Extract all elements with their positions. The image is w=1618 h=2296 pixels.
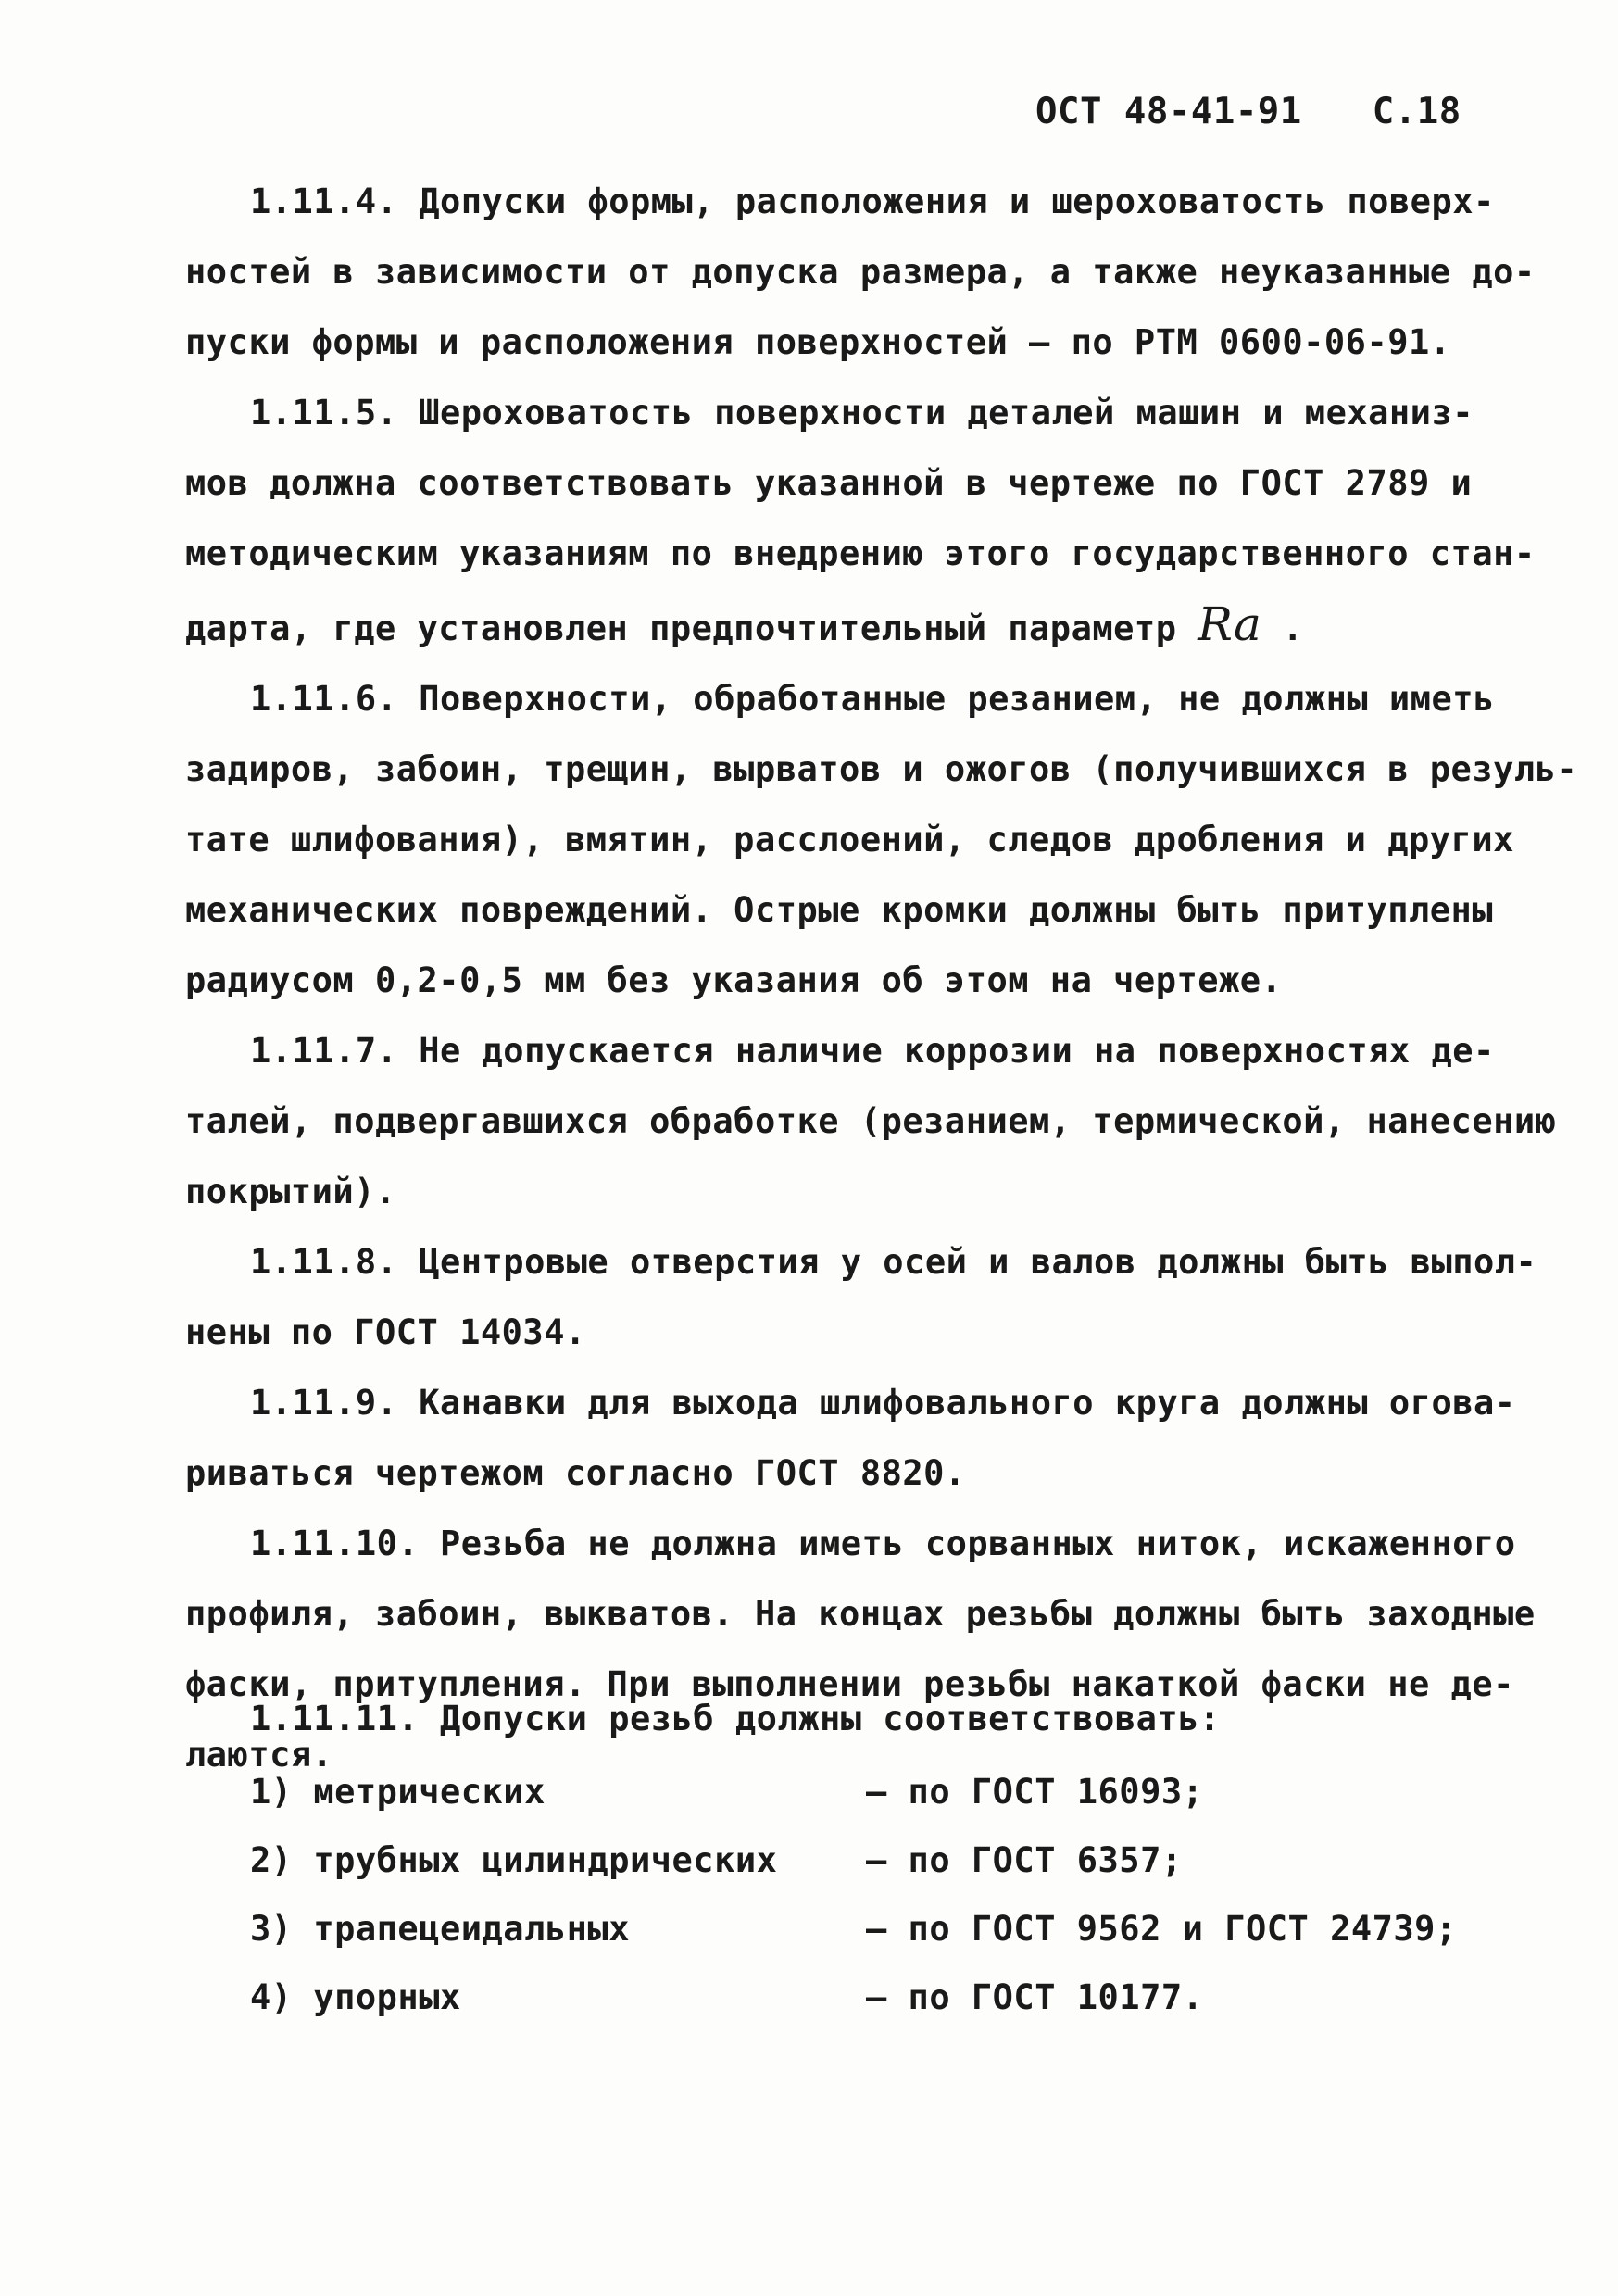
list-item: [250, 1895, 1547, 1964]
text-line: [185, 734, 1578, 805]
line-text: ностей в зависимости от допуска размера, а также неуказанные до-: [185, 252, 1536, 292]
list-item: [250, 1826, 1547, 1895]
text-line: [185, 875, 1528, 946]
line-text: покрытий).: [185, 1172, 396, 1211]
text-line: [185, 946, 1528, 1016]
line-text: 1.11.9. Канавки для выхода шлифовального круга должны огова-: [250, 1383, 1516, 1423]
line-text: талей, подвергавшихся обработке (резанием, термической, нанесению: [185, 1101, 1557, 1141]
line-text: 1.11.4. Допуски формы, расположения и шероховатость поверх-: [250, 182, 1495, 221]
thread-type: 2) трубных цилиндрических: [250, 1840, 778, 1880]
text-line: [185, 664, 1528, 734]
ra-parameter-symbol: Ra: [1198, 597, 1261, 651]
line-text: дарта, где установлен предпочтительный параметр: [185, 609, 1177, 648]
line-text: профиля, забоин, выкватов. На концах резьбы должны быть заходные: [185, 1594, 1536, 1634]
line-end-punctuation: .: [1261, 609, 1304, 648]
thread-type: 4) упорных: [250, 1977, 461, 2017]
standard-reference: – по ГОСТ 10177.: [866, 1977, 1204, 2017]
line-text: 1.11.8. Центровые отверстия у осей и валов должны быть выпол-: [250, 1242, 1537, 1282]
text-line: [185, 1298, 1528, 1368]
text-line: [185, 237, 1536, 307]
line-text: нены по ГОСТ 14034.: [185, 1312, 586, 1352]
text-line: [185, 378, 1528, 448]
line-text: механических повреждений. Острые кромки должны быть притуплены: [185, 890, 1494, 930]
text-line: [185, 167, 1528, 237]
text-line: [185, 448, 1528, 519]
text-line: [185, 307, 1528, 378]
line-text: задиров, забоин, трещин, вырватов и ожогов (получившихся в резуль-: [185, 749, 1578, 789]
text-line: [185, 1438, 1528, 1509]
line-text: радиусом 0,2-0,5 мм без указания об этом на чертеже.: [185, 960, 1283, 1000]
page-header: [1035, 91, 1461, 132]
line-text: методическим указаниям по внедрению этого государственного стан-: [185, 533, 1536, 573]
standard-reference: – по ГОСТ 9562 и ГОСТ 24739;: [866, 1909, 1457, 1949]
line-text: 1.11.5. Шероховатость поверхности деталей машин и механиз-: [250, 393, 1474, 433]
standard-reference: – по ГОСТ 6357;: [866, 1840, 1183, 1880]
list-item: [250, 1758, 1547, 1826]
line-text: риваться чертежом согласно ГОСТ 8820.: [185, 1453, 966, 1493]
page-number: С.18: [1372, 91, 1461, 132]
text-line: [185, 589, 1528, 664]
list-item: [250, 1964, 1547, 2032]
line-text: фаски, притупления. При выполнении резьбы накаткой фаски не де-: [185, 1664, 1514, 1704]
line-text: 1.11.10. Резьба не должна иметь сорванных ниток, искаженного: [250, 1524, 1516, 1563]
standard-reference: – по ГОСТ 16093;: [866, 1772, 1204, 1812]
line-text: мов должна соответствовать указанной в чертеже по ГОСТ 2789 и: [185, 463, 1473, 503]
text-line: [185, 1579, 1536, 1650]
body-text: [185, 167, 1578, 1790]
thread-type: 1) метрических: [250, 1772, 546, 1812]
line-text: пуски формы и расположения поверхностей – по РТМ 0600-06-91.: [185, 322, 1451, 362]
line-text: тате шлифования), вмятин, расслоений, следов дробления и других: [185, 820, 1514, 859]
text-line: [185, 519, 1536, 589]
text-line: [185, 1227, 1537, 1298]
text-line: [185, 1086, 1557, 1157]
text-line: [185, 1016, 1528, 1086]
text-line: [185, 1509, 1528, 1579]
thread-tolerance-intro: 1.11.11. Допуски резьб должны соответствовать:: [250, 1699, 1221, 1738]
text-line: [185, 1157, 1528, 1227]
doc-number: ОСТ 48-41-91: [1035, 91, 1302, 132]
text-line: [185, 1368, 1528, 1438]
line-text: 1.11.7. Не допускается наличие коррозии на поверхностях де-: [250, 1031, 1495, 1071]
thread-tolerance-list: [250, 1758, 1547, 2032]
thread-type: 3) трапецеидальных: [250, 1909, 630, 1949]
line-text: 1.11.6. Поверхности, обработанные резанием, не должны иметь: [250, 679, 1495, 719]
text-line: [185, 805, 1528, 875]
line-text: лаются.: [185, 1735, 333, 1775]
